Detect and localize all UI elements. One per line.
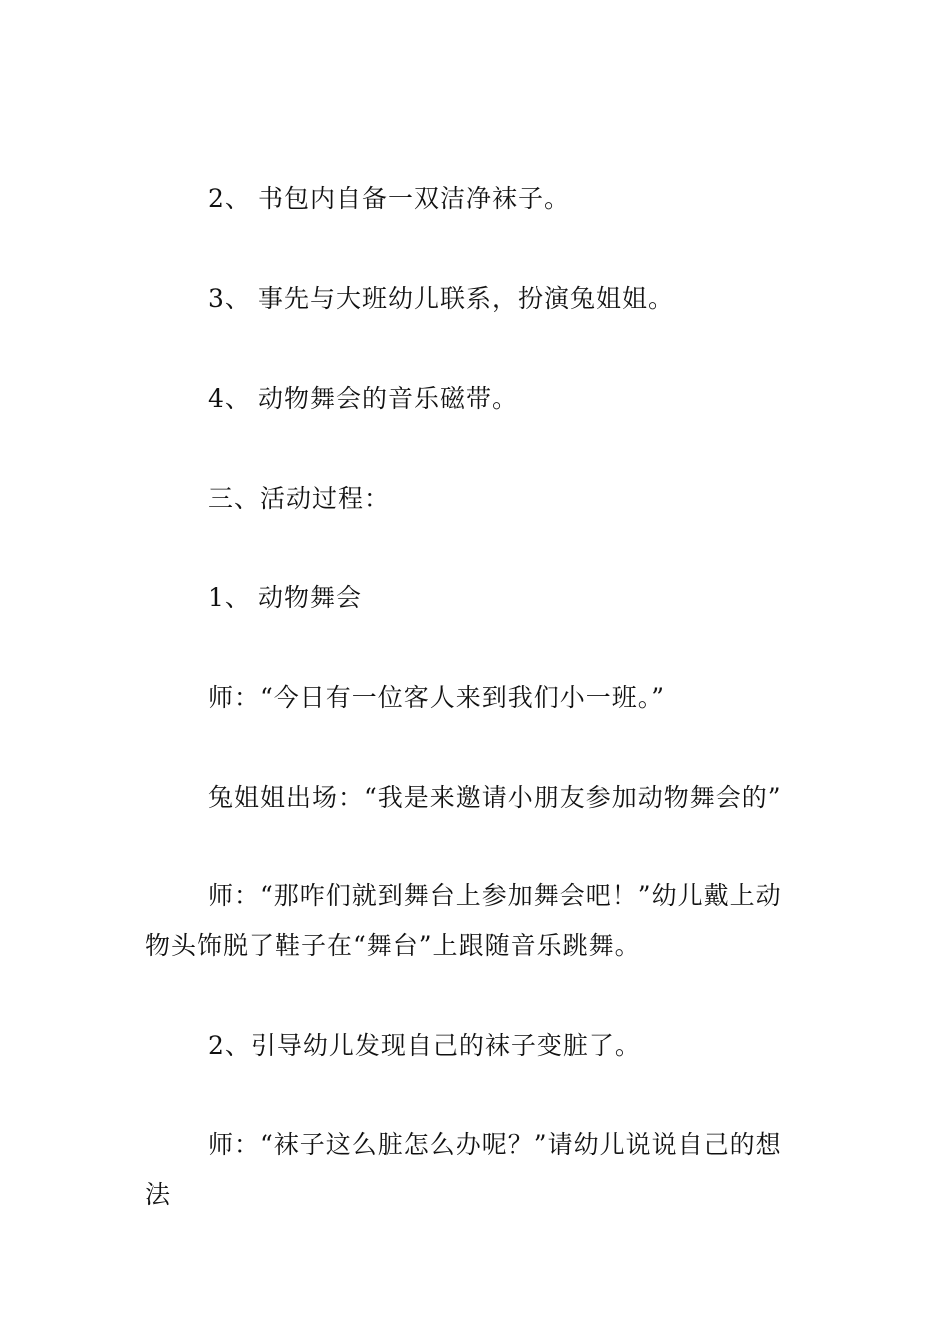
dialogue-teacher-3-line-1: 师：“袜子这么脏怎么办呢？”请幼儿说说自己的想 bbox=[208, 1130, 782, 1159]
step-1-number: 1、 bbox=[208, 583, 251, 612]
dialogue-teacher-3-line-2: 法 bbox=[145, 1180, 172, 1209]
prep-item-4-number: 4、 bbox=[208, 384, 251, 413]
prep-item-4 bbox=[208, 384, 518, 414]
prep-item-3-number: 3、 bbox=[208, 284, 251, 313]
section-heading: 三、活动过程： bbox=[208, 484, 391, 513]
dialogue-rabbit: 兔姐姐出场：“我是来邀请小朋友参加动物舞会的” bbox=[208, 783, 782, 812]
prep-item-2-text: 书包内自备一双洁净袜子。 bbox=[258, 184, 571, 213]
step-1-text: 动物舞会 bbox=[258, 583, 363, 612]
prep-item-2-number: 2、 bbox=[208, 184, 251, 213]
step-1 bbox=[208, 583, 362, 613]
prep-item-3 bbox=[208, 284, 674, 314]
step-2: 2、引导幼儿发现自己的袜子变脏了。 bbox=[208, 1031, 641, 1060]
prep-item-2 bbox=[208, 184, 570, 214]
prep-item-4-text: 动物舞会的音乐磁带。 bbox=[258, 384, 519, 413]
dialogue-teacher-2-line-1: 师：“那咋们就到舞台上参加舞会吧！”幼儿戴上动 bbox=[208, 881, 782, 910]
dialogue-teacher-1: 师：“今日有一位客人来到我们小一班。” bbox=[208, 683, 666, 712]
prep-item-3-text: 事先与大班幼儿联系，扮演兔姐姐。 bbox=[258, 284, 675, 313]
dialogue-teacher-2-line-2: 物头饰脱了鞋子在“舞台”上跟随音乐跳舞。 bbox=[145, 931, 641, 960]
